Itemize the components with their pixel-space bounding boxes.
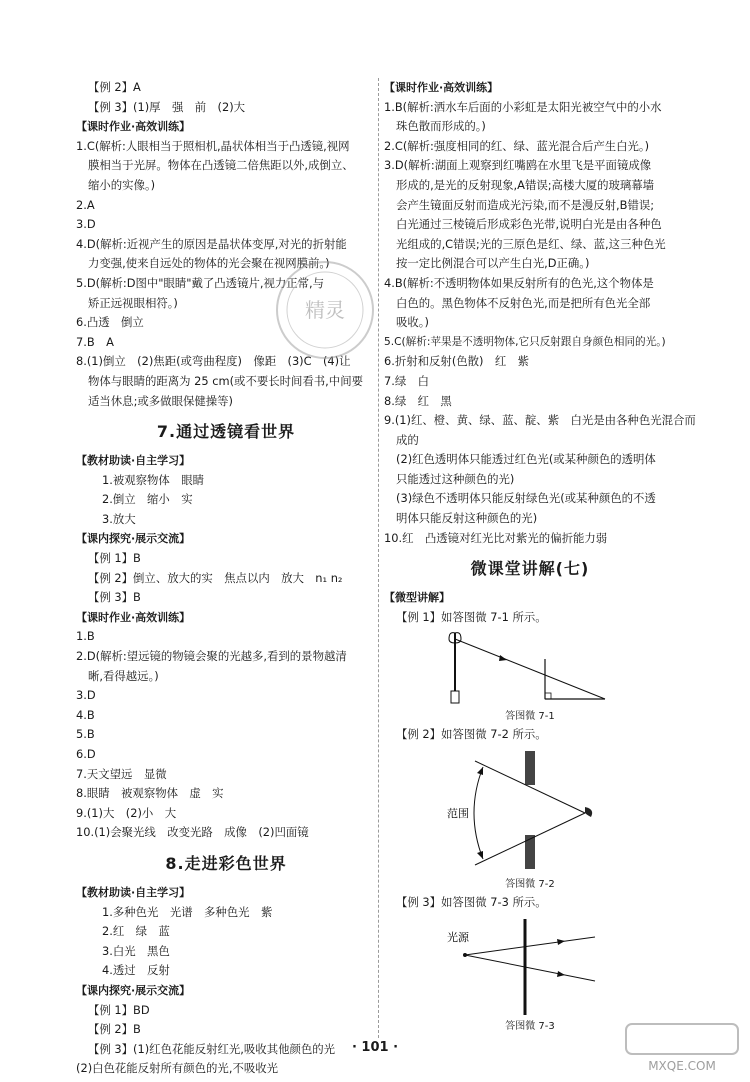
answer-line: 9.(1)红、橙、黄、绿、蓝、靛、紫 白光是由各种色光混合而 [384,413,696,428]
answer-line: 1.被观察物体 眼睛 [102,472,204,487]
answer-line: 明体只能反射这种颜色的光) [396,511,538,526]
answer-line: 7.B A [76,334,114,349]
answer-line: 1.C(解析:人眼相当于照相机,晶状体相当于凸透镜,视网 [76,138,350,153]
example-line: 【例 3】如答图微 7-3 所示。 [396,895,547,910]
arc-arrow-bottom [477,851,483,859]
eye-icon [585,807,592,817]
page-number: · 101 · [351,1040,399,1055]
example-line: 【例 2】如答图微 7-2 所示。 [396,727,547,742]
answer-line: 物体与眼睛的距离为 25 cm(或不要长时间看书,中间要 [88,373,363,388]
upper-barrier [525,751,535,785]
answer-line: 光组成的,C错误;光的三原色是红、绿、蓝,这三种色光 [396,236,666,251]
answer-line: 白光通过三棱镜后形成彩色光带,说明白光是由各种色 [396,217,662,232]
answer-line: (3)绿色不透明体只能反射绿色光(或某种颜色的不透 [396,491,656,506]
answer-line: 缩小的实像。) [88,177,156,192]
answer-line: 4.B [76,707,95,722]
section-heading: 【教材助读·自主学习】 [76,454,191,468]
answer-line: 力变强,使来自远处的物体的光会聚在视网膜前。) [88,256,330,271]
example-line: 【例 3】(1)红色花能反射红光,吸收其他颜色的光 [88,1041,336,1056]
answer-line: 1.多种色光 光谱 多种色光 紫 [102,904,273,919]
answer-line: 7.天文望远 显微 [76,766,167,781]
answer-line: 8.眼睛 被观察物体 虚 实 [76,786,224,801]
answer-line: 矫正远视眼相符。) [88,295,178,310]
answer-line: 3.D(解析:湖面上观察到红嘴鸥在水里飞是平面镜成像 [384,158,652,173]
example-line: 【例 1】如答图微 7-1 所示。 [396,609,547,624]
watermark-text: MXQE.COM [648,1059,716,1073]
section-heading: 【微型讲解】 [384,591,450,605]
figure-caption: 答图微 7-2 [505,879,555,891]
example-line: 【例 3】B [88,590,141,605]
figure-7-1-diagram [445,629,615,709]
answer-line: 2.倒立 缩小 实 [102,492,193,507]
example-line: 【例 3】(1)厚 强 前 (2)大 [88,99,246,114]
answer-line: 晰,看得越远。) [88,668,159,683]
answer-line: 成的 [396,432,419,447]
site-watermark [622,1020,742,1076]
figure-7-2-diagram [445,747,615,877]
answer-line: 3.放大 [102,511,136,526]
figure-caption: 答图微 7-1 [505,711,555,723]
answer-line: 3.D [76,217,96,232]
answer-line: 6.D [76,747,96,761]
answer-line: (2)白色花能反射所有颜色的光,不吸收光 [76,1061,279,1076]
answer-line: 7.绿 白 [384,373,430,388]
section-heading: 【课内探究·展示交流】 [76,532,191,546]
answer-line: 膜相当于光屏。物体在凸透镜二倍焦距以外,成倒立、 [88,158,354,173]
answer-line: 3.D [76,688,96,703]
answer-line: 1.B [76,629,95,644]
light-source-label: 光源 [447,930,469,944]
answer-line: 4.透过 反射 [102,963,170,978]
ray-lower-arrow [557,971,565,977]
left-column [76,78,376,1079]
section-heading: 【教材助读·自主学习】 [76,885,191,899]
lesson-title-7: 7.通过透镜看世界 [156,422,296,442]
range-arc [474,767,483,859]
answer-line: 6.凸透 倒立 [76,315,144,330]
arc-arrow-top [477,767,483,775]
section-heading: 【课时作业·高效训练】 [76,610,191,624]
answer-line: 4.B(解析:不透明物体如果反射所有的色光,这个物体是 [384,275,654,290]
answer-line: 会产生镜面反射而造成光污染,而不是漫反射,B错误; [396,197,655,212]
answer-line: 2.A [76,197,95,212]
answer-line: 9.(1)大 (2)小 大 [76,805,177,820]
section-heading: 【课时作业·高效训练】 [76,120,191,134]
answer-line: 8.绿 红 黑 [384,393,452,408]
stamp-text: 精灵 [305,298,345,322]
answer-line: 形成的,是光的反射现象,A错误;高楼大厦的玻璃幕墙 [396,177,655,192]
column-divider [378,78,379,1038]
answer-line: 5.C(解析:苹果是不透明物体,它只反射跟自身颜色相同的光。) [384,335,666,348]
answer-line: 只能透过这种颜色的光) [396,471,515,486]
ray-upper-arrow [557,939,565,945]
answer-line: 5.B [76,727,95,742]
answer-line: 5.D(解析:D图中"眼睛"戴了凸透镜片,视力正常,与 [76,275,325,290]
answer-line: 吸收。) [396,315,429,330]
answer-line: 4.D(解析:近视产生的原因是晶状体变厚,对光的折射能 [76,236,347,251]
lesson-title-8: 8.走进彩色世界 [165,853,287,873]
answer-line: 8.(1)倒立 (2)焦距(或弯曲程度) 像距 (3)C (4)让 [76,354,351,369]
ray-upper [465,937,595,955]
light-source-point [463,953,467,957]
answer-line: 6.折射和反射(色散) 红 紫 [384,354,530,369]
pole-base [451,691,459,703]
ray-arrow [499,655,507,661]
example-line: 【例 1】B [88,551,141,566]
example-line: 【例 2】倒立、放大的实 焦点以内 放大 n₁ n₂ [88,570,343,585]
answer-line: (2)红色透明体只能透过红色光(或某种颜色的透明体 [396,452,656,467]
answer-line: 珠色散而形成的。) [396,119,486,134]
range-label: 范围 [447,807,469,821]
figure-caption: 答图微 7-3 [505,1020,555,1032]
example-line: 【例 1】BD [88,1002,150,1017]
lower-barrier [525,835,535,869]
right-column [384,78,696,1035]
example-line: 【例 2】B [88,1022,141,1037]
answer-line: 按一定比例混合可以产生白光,D正确。) [396,256,590,271]
answer-line: 2.D(解析:望远镜的物镜会聚的光越多,看到的景物越清 [76,649,347,664]
stamp-seal [270,255,380,365]
answer-line: 10.(1)会聚光线 改变光路 成像 (2)凹面镜 [76,825,309,840]
example-line: 【例 2】A [88,80,141,94]
section-heading: 【课内探究·展示交流】 [76,983,191,997]
answer-line: 2.C(解析:强度相同的红、绿、蓝光混合后产生白光。) [384,138,650,153]
answer-line: 白色的。黑色物体不反射色光,而是把所有色光全部 [396,295,651,310]
reflected-ray [545,675,605,699]
section-heading: 【课时作业·高效训练】 [384,81,499,94]
micro-lesson-title: 微课堂讲解(七) [470,559,590,579]
answer-line: 适当休息;或多做眼保健操等) [88,393,233,408]
answer-line: 2.红 绿 蓝 [102,924,170,939]
figure-7-3-diagram [445,915,615,1019]
answer-line: 3.白光 黑色 [102,943,170,958]
right-angle-mark [545,693,551,699]
answer-line: 1.B(解析:洒水车后面的小彩虹是太阳光被空气中的小水 [384,99,662,114]
ray-lower [465,955,595,981]
answer-line: 10.红 凸透镜对红光比对紫光的偏折能力弱 [384,530,608,545]
